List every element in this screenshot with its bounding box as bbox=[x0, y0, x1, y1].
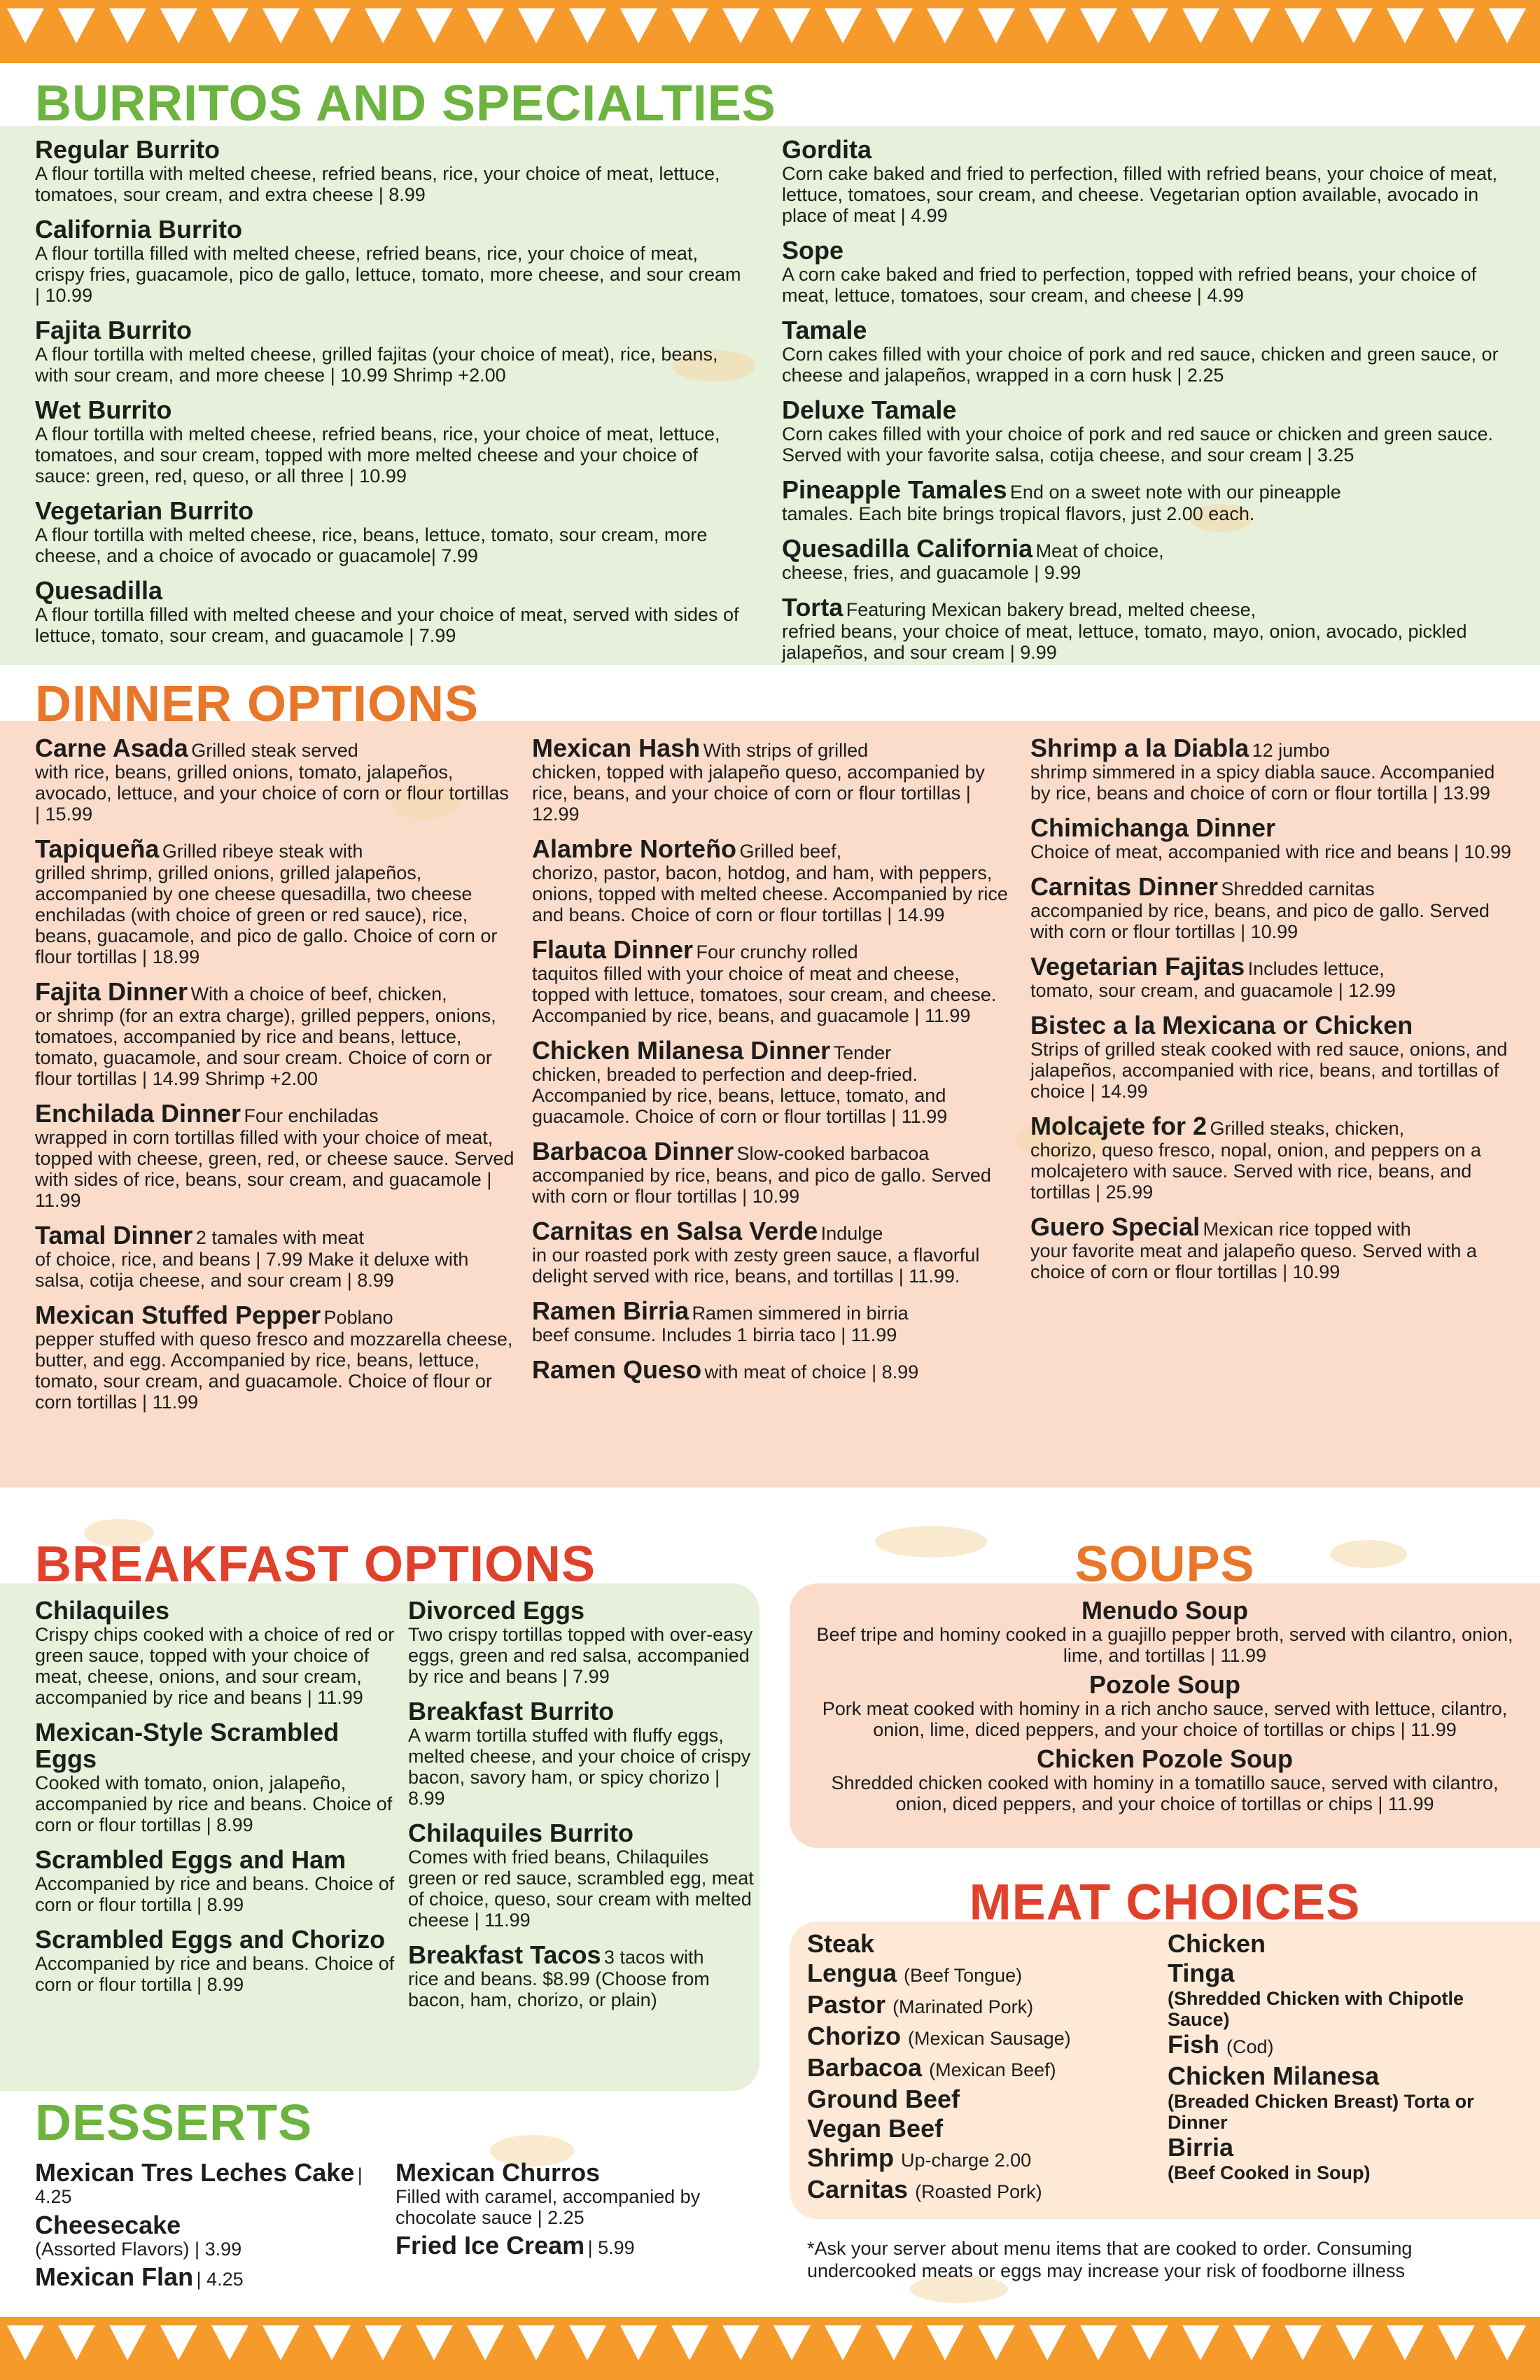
menu-item-heading bbox=[35, 1222, 518, 1249]
meat-name: Chicken bbox=[1168, 1929, 1266, 1958]
menu-item-heading bbox=[35, 317, 742, 344]
menu-item-name: Breakfast Tacos bbox=[408, 1940, 601, 1969]
menu-item-description: Pork meat cooked with hominy in a rich ancho sauce, served with lettuce, cilantro, onion, lime, diced peppers, and your choice of tortillas or chips | 11.99 bbox=[822, 1698, 1508, 1740]
menu-item-name: Wet Burrito bbox=[35, 396, 172, 424]
meat-note: (Breaded Chicken Breast) Torta or Dinner bbox=[1168, 2091, 1474, 2133]
menu-item-inline-desc: End on a sweet note with our pineapple bbox=[1009, 482, 1341, 503]
menu-item-description: accompanied by rice, beans, and pico de gallo. Served with corn or flour tortillas | 10.99 bbox=[532, 1165, 991, 1207]
menu-item-name: Fajita Dinner bbox=[35, 977, 188, 1006]
menu-item bbox=[1030, 953, 1513, 1001]
breakfast-title: BREAKFAST OPTIONS bbox=[35, 1536, 596, 1592]
menu-item-name: Torta bbox=[782, 593, 844, 622]
menu-item-inline-desc: Featuring Mexican bakery bread, melted cheese, bbox=[846, 599, 1256, 620]
menu-item-name: California Burrito bbox=[35, 215, 243, 244]
dessert-name: Fried Ice Cream bbox=[396, 2231, 585, 2260]
menu-item-heading bbox=[35, 136, 742, 163]
menu-item-heading bbox=[805, 1597, 1525, 1624]
menu-item-heading bbox=[35, 735, 518, 762]
meat-name: Chorizo bbox=[807, 2022, 901, 2050]
menu-item-heading bbox=[1030, 953, 1513, 980]
menu-item-name: Vegetarian Fajitas bbox=[1030, 952, 1245, 981]
menu-item-name: Scrambled Eggs and Ham bbox=[35, 1845, 346, 1874]
dinner-column-2 bbox=[532, 735, 1015, 1394]
menu-item-name: Regular Burrito bbox=[35, 135, 220, 164]
menu-item bbox=[782, 136, 1510, 226]
meat-note: (Mexican Sausage) bbox=[908, 2028, 1071, 2049]
meat-choice bbox=[807, 2022, 1157, 2053]
menu-item bbox=[1030, 815, 1513, 862]
menu-item-name: Flauta Dinner bbox=[532, 935, 694, 964]
meats-left-column bbox=[807, 1929, 1157, 2206]
meat-name: Steak bbox=[807, 1929, 875, 1958]
menu-item bbox=[408, 1942, 755, 2010]
menu-item-inline-desc: Ramen simmered in birria bbox=[692, 1303, 909, 1324]
menu-item bbox=[532, 836, 1015, 925]
dessert-heading bbox=[35, 2264, 399, 2290]
menu-item bbox=[1030, 874, 1513, 942]
menu-item-description: A flour tortilla with melted cheese, refried beans, rice, your choice of meat, lettuce, tomatoes, and sour cream, topped with more melted cheese and your choice of sauce: green, red, queso, or all three | 10.99 bbox=[35, 424, 720, 486]
menu-item-name: Sope bbox=[782, 236, 844, 265]
meats-title: MEAT CHOICES bbox=[969, 1875, 1361, 1931]
menu-item-heading bbox=[805, 1672, 1525, 1698]
menu-item-name: Molcajete for 2 bbox=[1030, 1112, 1208, 1140]
meat-name: Pastor bbox=[807, 1990, 886, 2019]
menu-item-heading bbox=[35, 1597, 399, 1624]
dessert-name: Mexican Churros bbox=[396, 2158, 601, 2187]
meat-note: (Beef Cooked in Soup) bbox=[1168, 2162, 1371, 2183]
menu-item-name: Pozole Soup bbox=[1089, 1670, 1240, 1699]
meat-note: (Cod) bbox=[1226, 2036, 1274, 2057]
meat-name: Fish bbox=[1168, 2030, 1220, 2059]
menu-item-heading bbox=[532, 836, 1015, 862]
meat-choice bbox=[1168, 1959, 1518, 2030]
menu-item-name: Shrimp a la Diabla bbox=[1030, 734, 1250, 762]
menu-item bbox=[805, 1672, 1525, 1740]
menu-item bbox=[782, 477, 1510, 524]
menu-item bbox=[532, 1357, 1015, 1383]
dessert-heading bbox=[35, 2160, 399, 2208]
menu-item bbox=[35, 578, 742, 646]
dessert-description: (Assorted Flavors) | 3.99 bbox=[35, 2239, 242, 2260]
menu-item-heading bbox=[1030, 815, 1513, 841]
meat-name: Vegan Beef bbox=[807, 2114, 944, 2143]
menu-item-heading bbox=[35, 1719, 399, 1772]
meat-choice bbox=[807, 2085, 1157, 2114]
menu-item-heading bbox=[532, 1218, 1015, 1245]
menu-item-inline-desc: Grilled ribeye steak with bbox=[162, 841, 363, 862]
meats-right-column bbox=[1168, 1929, 1518, 2183]
burritos-right-column bbox=[782, 136, 1510, 674]
meat-name: Ground Beef bbox=[807, 2085, 960, 2113]
dessert-name: Mexican Flan bbox=[35, 2262, 194, 2291]
menu-item-name: Chilaquiles Burrito bbox=[408, 1819, 634, 1847]
menu-item bbox=[1030, 1012, 1513, 1102]
menu-item-description: chicken, topped with jalapeño queso, accompanied by rice, beans, and your choice of corn or flour tortillas | 12.99 bbox=[532, 762, 985, 825]
meat-choice bbox=[807, 1929, 1157, 1959]
menu-item-inline-desc: Indulge bbox=[820, 1223, 883, 1244]
menu-item-description: chorizo, queso fresco, nopal, onion, and peppers on a molcajetero with sauce. Served with rice, beans, and tortillas | 25.99 bbox=[1030, 1140, 1481, 1203]
menu-item-description: chicken, breaded to perfection and deep-fried. Accompanied by rice, beans, lettuce, tomato, and guacamole. Choice of corn or flour tortillas | 11.99 bbox=[532, 1064, 948, 1127]
menu-item-description: A flour tortilla filled with melted cheese and your choice of meat, served with sides of lettuce, tomato, sour cream, and guacamole | 7.99 bbox=[35, 604, 739, 646]
menu-item-name: Mexican Stuffed Pepper bbox=[35, 1301, 321, 1329]
menu-item-heading bbox=[35, 1926, 399, 1953]
menu-item bbox=[1030, 1113, 1513, 1203]
menu-item-description: Beef tripe and hominy cooked in a guajillo pepper broth, served with cilantro, onion, lime, and tortillas | 11.99 bbox=[816, 1624, 1513, 1666]
menu-item-heading bbox=[1030, 735, 1513, 762]
menu-item-name: Carnitas en Salsa Verde bbox=[532, 1217, 818, 1245]
meat-name: Lengua bbox=[807, 1959, 897, 1987]
menu-item-name: Gordita bbox=[782, 135, 872, 164]
menu-item-name: Tapiqueña bbox=[35, 834, 160, 863]
menu-item-description: Accompanied by rice and beans. Choice of corn or flour tortilla | 8.99 bbox=[35, 1953, 395, 1995]
menu-item-heading bbox=[35, 578, 742, 604]
menu-item bbox=[782, 536, 1510, 583]
desserts-column-2 bbox=[396, 2160, 760, 2263]
menu-item-heading bbox=[532, 937, 1015, 963]
menu-item-name: Enchilada Dinner bbox=[35, 1099, 241, 1128]
dessert-item bbox=[396, 2232, 760, 2259]
menu-item-description: pepper stuffed with queso fresco and mozzarella cheese, butter, and egg. Accompanied by rice, beans, lettuce, tomato, sour cream, and guacamole. Choice of flour or corn tortillas | 11.99 bbox=[35, 1329, 513, 1413]
soups-title: SOUPS bbox=[1074, 1536, 1255, 1592]
zigzag-border-bottom bbox=[0, 2317, 1540, 2380]
menu-item-name: Carne Asada bbox=[35, 734, 188, 762]
menu-item-heading bbox=[35, 836, 518, 862]
meat-note: (Shredded Chicken with Chipotle Sauce) bbox=[1168, 1988, 1464, 2030]
meat-name: Chicken Milanesa bbox=[1168, 2062, 1380, 2090]
meat-choice bbox=[807, 2114, 1157, 2143]
menu-item bbox=[1030, 735, 1513, 804]
dessert-price: | 5.99 bbox=[587, 2237, 635, 2258]
menu-item-inline-desc: Grilled steaks, chicken, bbox=[1210, 1118, 1405, 1139]
menu-item-description: in our roasted pork with zesty green sauce, a flavorful delight served with rice, beans, and tortillas | 11.99. bbox=[532, 1245, 980, 1287]
breakfast-column-2 bbox=[408, 1597, 755, 2022]
menu-item bbox=[408, 1698, 755, 1809]
dessert-price: | 4.25 bbox=[35, 2164, 363, 2207]
meat-note: (Beef Tongue) bbox=[904, 1965, 1023, 1986]
menu-item bbox=[532, 735, 1015, 825]
menu-item-heading bbox=[408, 1820, 755, 1847]
dessert-item bbox=[35, 2264, 399, 2290]
menu-item-name: Pineapple Tamales bbox=[782, 475, 1007, 504]
menu-item bbox=[1030, 1214, 1513, 1282]
dessert-price: | 4.25 bbox=[196, 2269, 244, 2290]
dessert-item bbox=[35, 2212, 399, 2260]
menu-item-name: Guero Special bbox=[1030, 1212, 1200, 1241]
meat-name: Birria bbox=[1168, 2133, 1234, 2162]
menu-item-description: A flour tortilla with melted cheese, grilled fajitas (your choice of meat), rice, beans, with sour cream, and more cheese | 10.99 Shrimp +2.00 bbox=[35, 344, 718, 386]
meat-choice bbox=[1168, 2030, 1518, 2062]
menu-item-name: Bistec a la Mexicana or Chicken bbox=[1030, 1011, 1413, 1040]
menu-item-description: tomato, sour cream, and guacamole | 12.99 bbox=[1030, 980, 1396, 1001]
menu-item-heading bbox=[1030, 1113, 1513, 1140]
menu-item bbox=[782, 397, 1510, 465]
menu-item-description: with rice, beans, grilled onions, tomato, jalapeños, avocado, lettuce, and your choice of corn or flour tortillas | 15.99 bbox=[35, 762, 509, 825]
menu-item bbox=[35, 136, 742, 205]
menu-item-inline-desc: 12 jumbo bbox=[1252, 740, 1330, 761]
menu-item-description: cheese, fries, and guacamole | 9.99 bbox=[782, 562, 1082, 583]
menu-item bbox=[35, 1597, 399, 1708]
menu-item bbox=[35, 397, 742, 486]
meat-choice bbox=[807, 2175, 1157, 2206]
menu-item-heading bbox=[35, 1847, 399, 1873]
menu-item-name: Barbacoa Dinner bbox=[532, 1137, 734, 1166]
menu-item-inline-desc: Shredded carnitas bbox=[1221, 878, 1375, 899]
menu-item-description: Shredded chicken cooked with hominy in a tomatillo sauce, served with cilantro, onion, diced peppers, and your choice of tortillas or chips | 11.99 bbox=[831, 1772, 1499, 1814]
meat-choice bbox=[807, 2053, 1157, 2085]
menu-item-heading bbox=[35, 1100, 518, 1127]
menu-item bbox=[35, 216, 742, 306]
menu-item bbox=[35, 498, 742, 566]
menu-item-description: Crispy chips cooked with a choice of red or green sauce, topped with your choice of meat, cheese, onions, and sour cream, accompanied by rice and beans | 11.99 bbox=[35, 1624, 395, 1708]
menu-item-name: Chilaquiles bbox=[35, 1596, 170, 1625]
menu-item-description: tamales. Each bite brings tropical flavors, just 2.00 each. bbox=[782, 503, 1255, 524]
menu-item-heading bbox=[408, 1698, 755, 1725]
menu-item-description: Accompanied by rice and beans. Choice of corn or flour tortilla | 8.99 bbox=[35, 1873, 395, 1915]
menu-item bbox=[532, 1037, 1015, 1127]
menu-item-description: grilled shrimp, grilled onions, grilled jalapeños, accompanied by one cheese quesadilla, two cheese enchiladas (with choice of green or red sauce), rice, beans, guacamole, and pico de gallo. Choice of corn or flour tortillas | 18.99 bbox=[35, 862, 498, 967]
menu-item-inline-desc: With a choice of beef, chicken, bbox=[190, 983, 447, 1004]
dessert-heading bbox=[396, 2232, 760, 2259]
menu-item-name: Ramen Birria bbox=[532, 1296, 690, 1325]
menu-item-inline-desc: with meat of choice | 8.99 bbox=[704, 1362, 919, 1382]
menu-item-description: Corn cakes filled with your choice of pork and red sauce or chicken and green sauce. Served with your favorite salsa, cotija cheese, and sour cream | 3.25 bbox=[782, 424, 1494, 465]
menu-item-heading bbox=[1030, 1012, 1513, 1039]
menu-item-heading bbox=[408, 1597, 755, 1624]
menu-item-heading bbox=[35, 498, 742, 524]
menu-item-name: Quesadilla California bbox=[782, 534, 1033, 563]
dessert-heading bbox=[396, 2160, 760, 2186]
menu-item-inline-desc: With strips of grilled bbox=[703, 740, 869, 761]
meat-name: Carnitas bbox=[807, 2175, 909, 2204]
menu-item-description: A flour tortilla with melted cheese, refried beans, rice, your choice of meat, lettuce, tomatoes, sour cream, and extra cheese | 8.99 bbox=[35, 163, 720, 205]
menu-item-description: shrimp simmered in a spicy diabla sauce. Accompanied by rice, beans and choice of corn or flour tortilla | 13.99 bbox=[1030, 762, 1495, 804]
menu-item bbox=[782, 237, 1510, 306]
menu-item bbox=[35, 735, 518, 825]
menu-item bbox=[782, 594, 1510, 663]
meat-choice bbox=[1168, 2062, 1518, 2133]
menu-item-inline-desc: Four crunchy rolled bbox=[696, 941, 858, 962]
meat-choice bbox=[807, 2143, 1157, 2175]
menu-item bbox=[35, 1100, 518, 1211]
meat-name: Shrimp bbox=[807, 2143, 895, 2172]
dinner-column-3 bbox=[1030, 735, 1513, 1294]
dessert-heading bbox=[35, 2212, 399, 2239]
menu-item-name: Mexican-Style Scrambled Eggs bbox=[35, 1718, 340, 1773]
dessert-name: Mexican Tres Leches Cake bbox=[35, 2158, 355, 2187]
menu-item-description: taquitos filled with your choice of meat and cheese, topped with lettuce, tomatoes, sour cream, and cheese. Accompanied by rice, beans, and guacamole | 11.99 bbox=[532, 963, 997, 1026]
menu-item-heading bbox=[35, 216, 742, 243]
menu-item-inline-desc: Four enchiladas bbox=[244, 1105, 379, 1126]
dessert-description: Filled with caramel, accompanied by chocolate sauce | 2.25 bbox=[396, 2186, 701, 2228]
menu-item-name: Menudo Soup bbox=[1082, 1596, 1248, 1625]
menu-item-heading bbox=[35, 979, 518, 1005]
dinner-title: DINNER OPTIONS bbox=[35, 676, 479, 732]
menu-item-heading bbox=[1030, 1214, 1513, 1240]
menu-item-name: Chimichanga Dinner bbox=[1030, 813, 1276, 842]
menu-item-description: Two crispy tortillas topped with over-easy eggs, green and red salsa, accompanied by rice and beans | 7.99 bbox=[408, 1624, 753, 1687]
menu-item bbox=[35, 836, 518, 967]
zigzag-border-top bbox=[0, 0, 1540, 63]
menu-item-name: Deluxe Tamale bbox=[782, 396, 957, 424]
menu-item-heading bbox=[805, 1746, 1525, 1772]
menu-item-name: Breakfast Burrito bbox=[408, 1697, 615, 1726]
meat-note: Up-charge 2.00 bbox=[901, 2150, 1032, 2171]
menu-item-description: Comes with fried beans, Chilaquiles green or red sauce, scrambled egg, meat of choice, queso, sour cream with melted cheese | 11.99 bbox=[408, 1847, 754, 1931]
breakfast-column-1 bbox=[35, 1597, 399, 2006]
menu-item-inline-desc: Meat of choice, bbox=[1035, 540, 1164, 561]
menu-item bbox=[532, 937, 1015, 1026]
menu-item-description: Corn cake baked and fried to perfection, filled with refried beans, your choice of meat, lettuce, tomatoes, sour cream, and cheese. Vegetarian option available, avocado in place of meat | 4.99 bbox=[782, 163, 1498, 226]
menu-item-name: Tamale bbox=[782, 316, 867, 344]
desserts-column-1 bbox=[35, 2160, 399, 2295]
meat-note: (Roasted Pork) bbox=[915, 2181, 1042, 2202]
menu-item bbox=[408, 1820, 755, 1931]
menu-item-heading bbox=[782, 237, 1510, 264]
menu-item-inline-desc: 2 tamales with meat bbox=[195, 1227, 364, 1248]
menu-item-heading bbox=[532, 1138, 1015, 1165]
menu-item-description: Corn cakes filled with your choice of pork and red sauce, chicken and green sauce, or cheese and jalapeños, wrapped in a corn husk | 2.25 bbox=[782, 344, 1499, 386]
menu-item-description: your favorite meat and jalapeño queso. Served with a choice of corn or flour tortillas | 10.99 bbox=[1030, 1240, 1477, 1282]
menu-item-inline-desc: Grilled steak served bbox=[191, 740, 358, 761]
menu-item-name: Alambre Norteño bbox=[532, 834, 737, 863]
menu-item-heading bbox=[35, 1302, 518, 1329]
soups-list bbox=[805, 1597, 1525, 1820]
menu-item bbox=[532, 1218, 1015, 1287]
meat-name: Tinga bbox=[1168, 1959, 1235, 1987]
meat-choice bbox=[807, 1959, 1157, 1990]
menu-item bbox=[35, 1719, 399, 1835]
menu-item-description: rice and beans. $8.99 (Choose from bacon, ham, chorizo, or plain) bbox=[408, 1968, 710, 2010]
menu-item-heading bbox=[782, 594, 1510, 621]
menu-item-description: A flour tortilla filled with melted cheese, refried beans, rice, your choice of meat, crispy fries, guacamole, pico de gallo, lettuce, tomato, more cheese, and sour cream | 10.99 bbox=[35, 243, 741, 306]
menu-item-description: Choice of meat, accompanied with rice and beans | 10.99 bbox=[1030, 841, 1511, 862]
menu-item-description: of choice, rice, and beans | 7.99 Make it deluxe with salsa, cotija cheese, and sour cream | 8.99 bbox=[35, 1249, 469, 1291]
menu-item-description: or shrimp (for an extra charge), grilled peppers, onions, tomatoes, accompanied by rice and beans, lettuce, tomato, guacamole, and sour cream. Choice of corn or flour tortillas | 14.99 Shrimp +2.00 bbox=[35, 1005, 496, 1089]
menu-item-name: Vegetarian Burrito bbox=[35, 496, 254, 525]
menu-item-name: Quesadilla bbox=[35, 576, 163, 605]
burritos-title: BURRITOS AND SPECIALTIES bbox=[35, 76, 776, 132]
menu-item-heading bbox=[1030, 874, 1513, 900]
menu-item-name: Scrambled Eggs and Chorizo bbox=[35, 1925, 386, 1954]
menu-item bbox=[408, 1597, 755, 1687]
menu-item-name: Carnitas Dinner bbox=[1030, 872, 1219, 901]
menu-item-description: refried beans, your choice of meat, lettuce, tomato, mayo, onion, avocado, pickled jalapeños, and sour cream | 9.99 bbox=[782, 621, 1467, 663]
menu-item-description: A warm tortilla stuffed with fluffy eggs, melted cheese, and your choice of crispy bacon, savory ham, or spicy chorizo | 8.99 bbox=[408, 1725, 751, 1809]
menu-item-heading bbox=[782, 136, 1510, 163]
menu-item-heading bbox=[782, 536, 1510, 562]
menu-item-description: A corn cake baked and fried to perfection, topped with refried beans, your choice of meat, lettuce, tomatoes, sour cream, and cheese | 4.99 bbox=[782, 264, 1477, 306]
menu-item-name: Fajita Burrito bbox=[35, 316, 192, 344]
menu-item-heading bbox=[532, 1357, 1015, 1383]
menu-item-name: Mexican Hash bbox=[532, 734, 701, 762]
menu-item-description: wrapped in corn tortillas filled with your choice of meat, topped with cheese, green, red, or cheese sauce. Served with sides of rice, beans, sour cream, and guacamole | 11.99 bbox=[35, 1127, 514, 1211]
meat-choice bbox=[807, 1990, 1157, 2022]
menu-item-description: accompanied by rice, beans, and pico de gallo. Served with corn or flour tortillas | 10.99 bbox=[1030, 900, 1490, 942]
menu-item-description: A flour tortilla with melted cheese, rice, beans, lettuce, tomato, sour cream, more cheese, and a choice of avocado or guacamole| 7.99 bbox=[35, 524, 708, 566]
dinner-column-1 bbox=[35, 735, 518, 1424]
menu-item bbox=[35, 1302, 518, 1413]
menu-item-heading bbox=[408, 1942, 755, 1968]
menu-item-description: Strips of grilled steak cooked with red sauce, onions, and jalapeños, accompanied with rice, beans, and tortillas of choice | 14.99 bbox=[1030, 1039, 1508, 1102]
meat-choice bbox=[1168, 2133, 1518, 2183]
menu-item bbox=[782, 317, 1510, 386]
menu-item-inline-desc: Mexican rice topped with bbox=[1203, 1219, 1411, 1240]
menu-item-inline-desc: Slow-cooked barbacoa bbox=[736, 1143, 930, 1164]
dessert-name: Cheesecake bbox=[35, 2211, 181, 2239]
menu-item bbox=[532, 1298, 1015, 1345]
menu-item bbox=[35, 979, 518, 1089]
menu-item bbox=[35, 317, 742, 386]
menu-item bbox=[35, 1926, 399, 1995]
menu-item-inline-desc: Tender bbox=[833, 1042, 892, 1063]
menu-item-name: Tamal Dinner bbox=[35, 1221, 193, 1250]
menu-item-inline-desc: Grilled beef, bbox=[739, 841, 842, 862]
menu-item-name: Ramen Queso bbox=[532, 1355, 702, 1384]
menu-item bbox=[35, 1847, 399, 1915]
menu-item bbox=[35, 1222, 518, 1291]
meat-choice bbox=[1168, 1929, 1518, 1959]
menu-item bbox=[805, 1597, 1525, 1666]
dessert-item bbox=[35, 2160, 399, 2208]
menu-item-inline-desc: Poblano bbox=[323, 1307, 393, 1328]
menu-item-heading bbox=[782, 397, 1510, 424]
menu-item-heading bbox=[35, 397, 742, 424]
menu-item-inline-desc: Includes lettuce, bbox=[1247, 958, 1385, 979]
menu-item-name: Chicken Pozole Soup bbox=[1036, 1744, 1294, 1773]
menu-item-heading bbox=[532, 735, 1015, 762]
menu-item-description: Cooked with tomato, onion, jalapeño, accompanied by rice and beans. Choice of corn or flour tortillas | 8.99 bbox=[35, 1772, 393, 1835]
menu-item-heading bbox=[782, 477, 1510, 503]
menu-item-name: Chicken Milanesa Dinner bbox=[532, 1036, 831, 1065]
menu-item bbox=[532, 1138, 1015, 1207]
dessert-item bbox=[396, 2160, 760, 2228]
menu-item-description: beef consume. Includes 1 birria taco | 11.99 bbox=[532, 1324, 897, 1345]
menu-item-name: Divorced Eggs bbox=[408, 1596, 585, 1625]
burritos-left-column bbox=[35, 136, 742, 657]
desserts-title: DESSERTS bbox=[35, 2095, 313, 2151]
meat-name: Barbacoa bbox=[807, 2053, 923, 2082]
menu-item bbox=[805, 1746, 1525, 1814]
food-safety-note: *Ask your server about menu items that are cooked to order. Consuming undercooked meats or eggs may increase your risk of foodborne illness bbox=[807, 2238, 1413, 2281]
menu-item-heading bbox=[782, 317, 1510, 344]
menu-item-description: chorizo, pastor, bacon, hotdog, and ham, with peppers, onions, topped with melted cheese. Accompanied by rice and beans. Choice of corn or flour tortillas | 14.99 bbox=[532, 862, 1008, 925]
meat-note: (Mexican Beef) bbox=[929, 2059, 1056, 2080]
menu-item-heading bbox=[532, 1298, 1015, 1324]
menu-item-heading bbox=[532, 1037, 1015, 1064]
meat-note: (Marinated Pork) bbox=[892, 1996, 1034, 2017]
menu-item-inline-desc: 3 tacos with bbox=[603, 1947, 704, 1968]
